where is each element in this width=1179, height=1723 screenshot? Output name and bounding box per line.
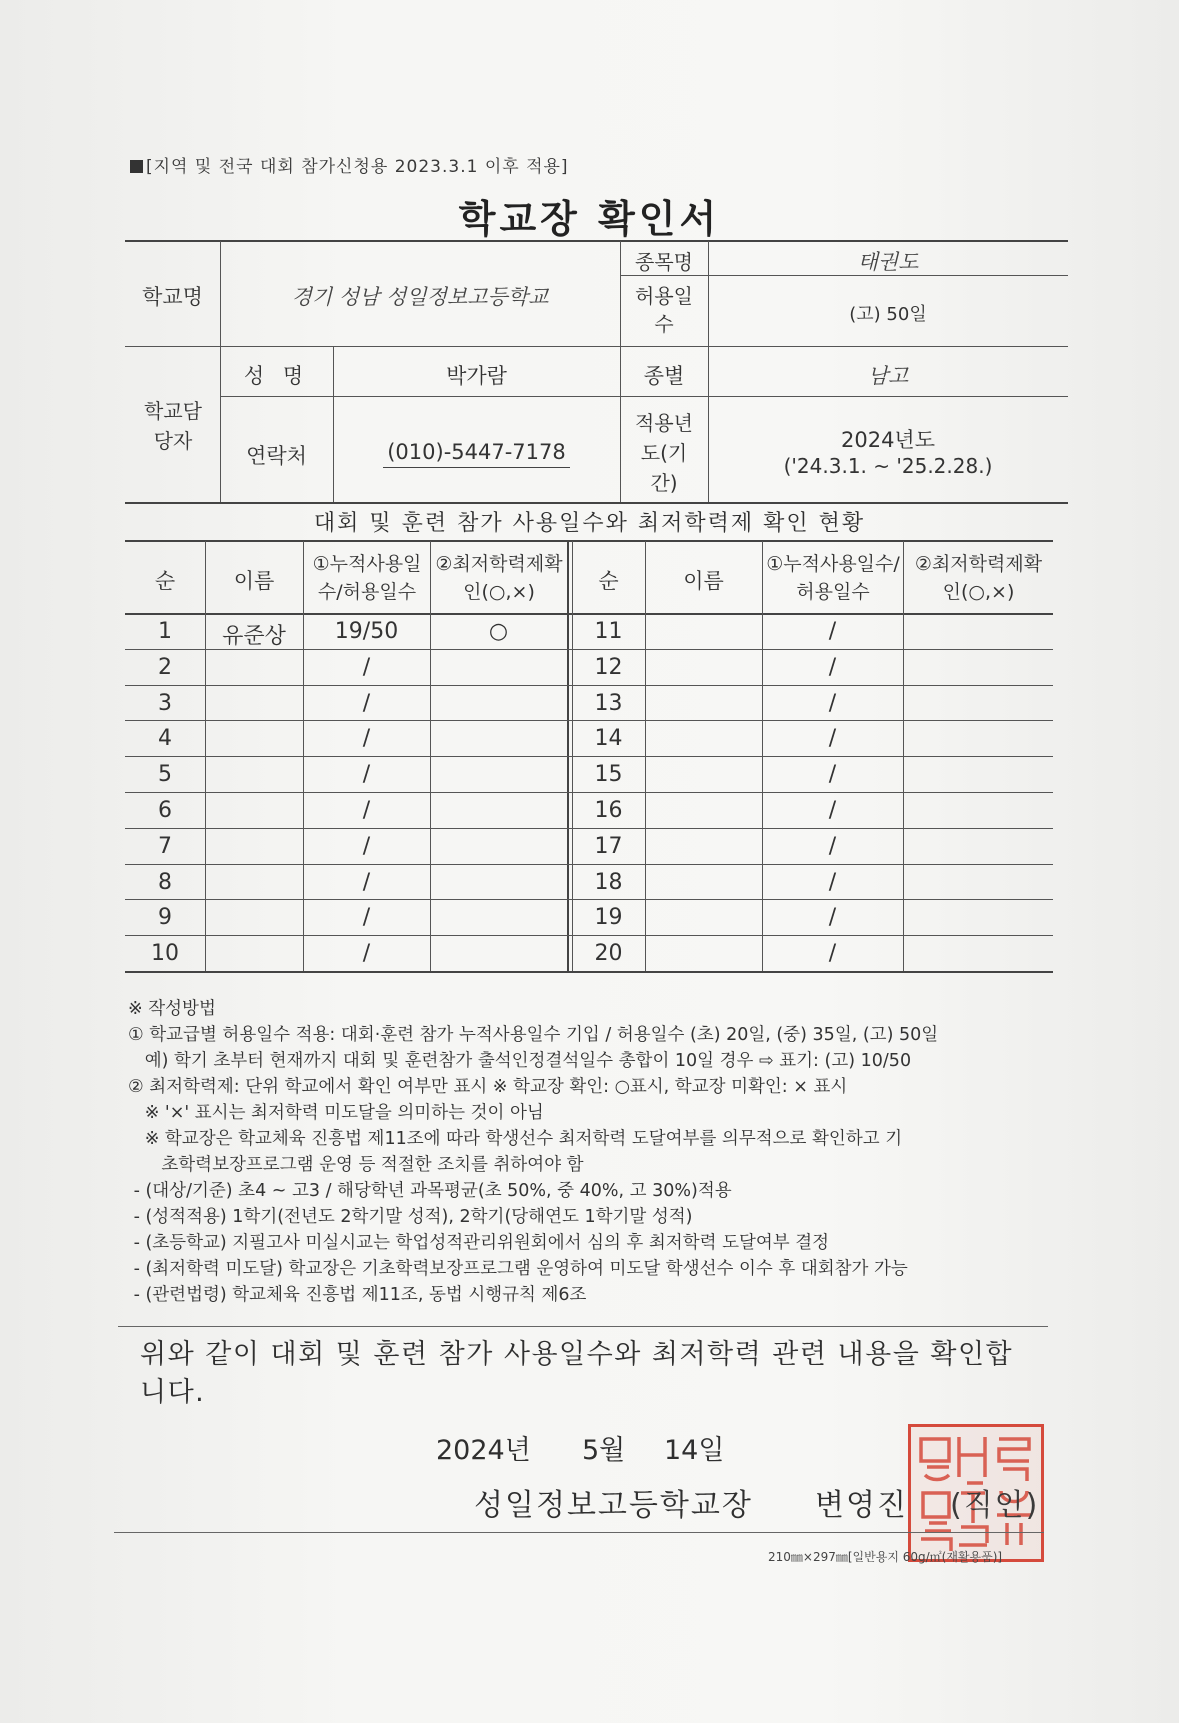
year-label: 적용년도(기간) <box>635 411 693 495</box>
school-label: 학교명 <box>142 285 203 309</box>
row-rule <box>125 792 1053 793</box>
row-number: 5 <box>158 762 172 788</box>
rule <box>118 1326 1048 1327</box>
usage-days-slash-right: / <box>828 905 837 931</box>
row-rule <box>125 899 1053 900</box>
row-number: 6 <box>158 798 172 823</box>
signer-name: 변영진 <box>815 1488 908 1523</box>
header-no-right: 순 <box>598 569 619 593</box>
row-rule <box>125 935 1053 936</box>
usage-days-slash-right: / <box>828 833 837 859</box>
row-number: 2 <box>158 654 172 680</box>
document-title: 학교장 확인서 <box>458 197 721 241</box>
rule <box>125 240 1068 242</box>
header-note-text: [지역 및 전국 대회 참가신청용 2023.3.1 이후 적용] <box>146 157 569 177</box>
usage-days-slash-right: / <box>828 941 837 967</box>
row-number: 10 <box>151 941 179 967</box>
date-month: 5월 <box>582 1435 626 1466</box>
writing-instructions <box>128 996 1058 1308</box>
manager-label: 학교담당자 <box>144 399 202 453</box>
row-rule <box>125 756 1053 757</box>
rule <box>125 971 1053 973</box>
contact-value: (010)-5447-7178 <box>383 440 570 468</box>
row-number-right: 15 <box>594 762 623 788</box>
square-bullet-icon <box>130 160 143 173</box>
usage-days-slash: / <box>362 941 371 967</box>
year-value: 2024년도 <box>840 428 935 452</box>
usage-days-slash-right: / <box>828 869 837 895</box>
usage-days-slash: / <box>362 905 371 931</box>
allowed-label: 허용일수 <box>635 284 693 336</box>
student-name: 유준상 <box>222 624 286 649</box>
usage-days-slash: / <box>362 654 371 680</box>
row-rule <box>125 828 1053 829</box>
usage-days-slash-right: / <box>828 619 837 644</box>
sport-label: 종목명 <box>635 250 693 274</box>
row-number: 7 <box>158 833 172 859</box>
header-no: 순 <box>154 569 176 593</box>
row-number: 8 <box>158 869 172 895</box>
note-line: - (초등학교) 지필고사 미실시교는 학업성적관리위원회에서 심의 후 최저학력 도달여부 결정 <box>128 1233 830 1253</box>
note-line: ① 학교급별 허용일수 적용: 대회·훈련 참가 누적사용일수 기입 / 허용일수 (초) 20일, (중) 35일, (고) 50일 <box>128 1025 939 1045</box>
name-label: 성 명 <box>243 364 310 388</box>
header-note <box>130 152 569 177</box>
seal-mark: (직인) <box>950 1488 1040 1523</box>
confirm-statement: 위와 같이 대회 및 훈련 참가 사용일수와 최저학력 관련 내용을 확인합니다. <box>140 1339 1014 1408</box>
usage-days-slash: / <box>362 762 371 788</box>
usage-days-slash-right: / <box>828 690 837 716</box>
rule <box>125 502 1068 504</box>
rule <box>125 613 1053 615</box>
usage-days-slash: / <box>362 726 371 752</box>
note-line: ※ 학교장은 학교체육 진흥법 제11조에 따라 학생선수 최저학력 도달여부를 의무적으로 확인하고 기 <box>128 1129 903 1149</box>
row-rule <box>125 720 1053 721</box>
note-line: - (관련법령) 학교체육 진흥법 제11조, 동법 시행규칙 제6조 <box>128 1285 587 1305</box>
usage-days-slash-right: / <box>828 654 837 680</box>
usage-days-slash-right: / <box>828 726 837 752</box>
usage-days-slash: / <box>362 869 371 895</box>
contact-label: 연락처 <box>246 444 307 468</box>
type-value: 남고 <box>867 364 909 388</box>
allowed-value: (고) 50일 <box>849 304 927 325</box>
row-number-right: 12 <box>594 654 623 680</box>
row-number-right: 18 <box>594 869 623 895</box>
row-number: 1 <box>158 619 172 644</box>
note-line: - (최저학력 미도달) 학교장은 기초학력보장프로그램 운영하여 미도달 학생선수 이수 후 대회참가 가능 <box>128 1259 908 1279</box>
row-number: 4 <box>158 726 172 752</box>
usage-days-slash: / <box>362 690 371 716</box>
usage-days-slash-right: / <box>828 798 837 823</box>
header-name-right: 이름 <box>683 569 724 593</box>
row-number-right: 16 <box>594 798 623 823</box>
contact-value-wrap <box>333 440 620 464</box>
note-line: 초학력보장프로그램 운영 등 적절한 조치를 취하여야 함 <box>128 1155 584 1175</box>
rule <box>125 346 1068 347</box>
usage-days-slash: / <box>362 833 371 859</box>
note-line: - (대상/기준) 초4 ~ 고3 / 해당학년 과목평균(초 50%, 중 40%, 고 30%)적용 <box>128 1181 732 1201</box>
rule <box>125 540 1053 542</box>
note-line: 예) 학기 초부터 현재까지 대회 및 훈련참가 출석인정결석일수 총합이 10일 경우 ⇨ 표기: (고) 10/50 <box>128 1051 912 1071</box>
row-number-right: 14 <box>594 726 623 752</box>
header-days-right: ①누적사용일수/허용일수 <box>766 553 900 603</box>
usage-days-slash: / <box>362 798 371 823</box>
row-number-right: 19 <box>594 905 623 931</box>
header-check: ②최저학력제확인(○,×) <box>435 553 563 603</box>
sport-value: 태권도 <box>857 250 919 274</box>
row-rule <box>125 864 1053 865</box>
note-line: - (성적적용) 1학기(전년도 2학기말 성적), 2학기(당해연도 1학기말 성적) <box>128 1207 693 1227</box>
period-value: ('24.3.1. ~ '25.2.28.) <box>783 454 993 478</box>
row-number-right: 11 <box>594 619 623 644</box>
note-line: ※ '×' 표시는 최저학력 미도달을 의미하는 것이 아님 <box>128 1103 544 1123</box>
header-days: ①누적사용일수/허용일수 <box>312 553 422 603</box>
paper-spec-note: 210㎜×297㎜[일반용지 60g/㎡(재활용품)] <box>768 1550 1003 1564</box>
notes-heading: ※ 작성방법 <box>128 999 216 1019</box>
row-number: 9 <box>158 905 172 931</box>
row-number: 3 <box>158 690 172 716</box>
rule <box>114 1532 1044 1533</box>
school-value: 경기 성남 성일정보고등학교 <box>291 285 549 309</box>
header-name: 이름 <box>233 569 275 593</box>
signer-school: 성일정보고등학교장 <box>474 1488 753 1523</box>
achievement-check: ○ <box>488 619 509 644</box>
row-number-right: 17 <box>594 833 623 859</box>
name-value: 박가람 <box>446 364 507 388</box>
header-check-right: ②최저학력제확인(○,×) <box>914 553 1043 603</box>
date-day: 14일 <box>664 1435 725 1466</box>
row-number-right: 13 <box>594 690 623 716</box>
rule <box>220 396 1068 397</box>
row-rule <box>125 685 1053 686</box>
row-rule <box>125 649 1053 650</box>
usage-days-slash-right: / <box>828 762 837 788</box>
section-title: 대회 및 훈련 참가 사용일수와 최저학력제 확인 현황 <box>313 511 866 536</box>
row-number-right: 20 <box>594 941 623 967</box>
usage-days: 19/50 <box>334 619 399 644</box>
type-label: 종별 <box>643 364 685 388</box>
note-line: ② 최저학력제: 단위 학교에서 확인 여부만 표시 ※ 학교장 확인: ○표시, 학교장 미확인: × 표시 <box>128 1077 848 1097</box>
date-year: 2024년 <box>436 1435 531 1466</box>
